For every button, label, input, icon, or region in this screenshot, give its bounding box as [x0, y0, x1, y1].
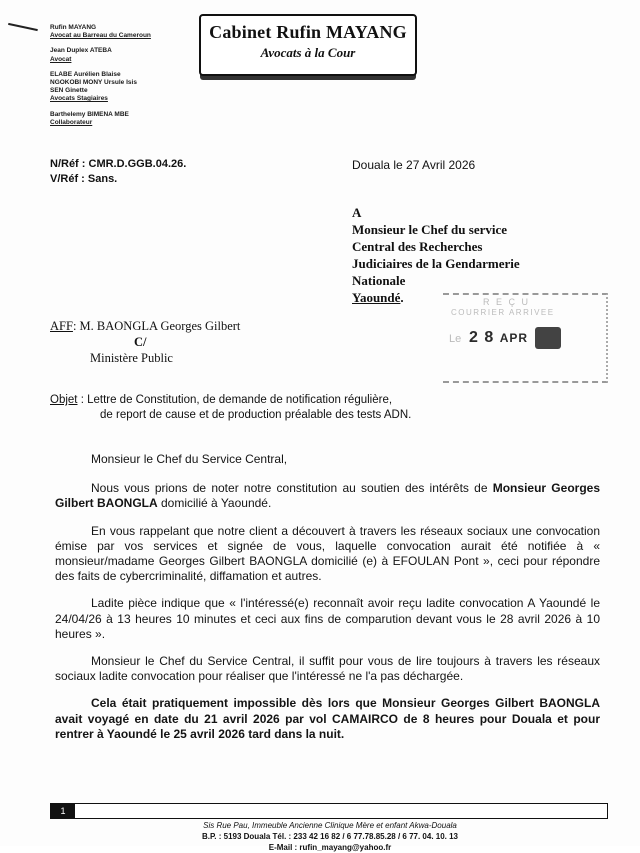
- staff-name: ELABE Aurélien Blaise: [50, 70, 121, 78]
- subject-text1: : Lettre de Constitution, de demande de notification régulière,: [77, 394, 393, 406]
- firm-subtitle: Avocats à la Cour: [260, 45, 356, 60]
- affaire-block: [50, 318, 240, 366]
- staff-entry-3: [50, 71, 210, 104]
- received-stamp: [443, 293, 608, 383]
- stamp-top-text: R E Ç U: [483, 297, 531, 307]
- staff-title: Collaborateur: [50, 118, 93, 126]
- p1-client-name: Monsieur Georges Gilbert BAONGLA: [55, 481, 600, 511]
- staff-title: Avocat au Barreau du Cameroun: [50, 32, 151, 40]
- subject-block: [50, 393, 590, 423]
- your-reference: V/Réf : Sans.: [50, 173, 118, 185]
- stamp-line2: COURRIER ARRIVEE: [451, 308, 555, 317]
- stamp-day: 2 8: [469, 329, 495, 346]
- recipient-line: Nationale: [352, 273, 406, 288]
- subject-line2: de report de cause et de production préalable des tests ADN.: [100, 409, 412, 421]
- recipient-line: Judiciaires de la Gendarmerie: [352, 256, 520, 271]
- firm-name: Cabinet Rufin MAYANG: [209, 22, 407, 42]
- staff-list: [50, 24, 210, 134]
- references: [50, 157, 186, 187]
- letter-body: [55, 452, 600, 754]
- staff-entry-4: [50, 111, 210, 127]
- staff-title: Avocat: [50, 55, 72, 63]
- footer-bar: [50, 803, 608, 819]
- staff-name: SEN Ginette: [50, 87, 88, 95]
- paragraph-2: En vous rappelant que notre client a découvert à travers les réseaux sociaux une convocation émise par vos services et signée de vous, laquelle convocation aurait été notifiée à « monsieur/madame Georges Gilbert BAONGLA domicilié (e) à EFOULAN Pont », ceci pour répondre des faits de cybercriminalité, diffamation et autres.: [55, 523, 600, 584]
- pen-mark: [8, 23, 38, 31]
- stamp-month: APR: [499, 331, 529, 345]
- footer: [150, 820, 510, 853]
- affaire-party1: : M. BAONGLA Georges Gilbert: [72, 319, 241, 333]
- affaire-label: AFF: [50, 319, 73, 333]
- subject-line1: [50, 393, 590, 408]
- footer-contact: B.P. : 5193 Douala Tél. : 233 42 16 82 / 6 77.78.85.28 / 6 77. 04. 10. 13: [201, 832, 459, 841]
- staff-name: NGOKOBI MONY Ursule Isis: [50, 79, 137, 87]
- staff-entry-2: [50, 47, 210, 63]
- our-reference: N/Réf : CMR.D.GGB.04.26.: [50, 158, 187, 170]
- place-date: Douala le 27 Avril 2026: [352, 158, 476, 172]
- staff-title: Avocats Stagiaires: [50, 95, 108, 103]
- recipient-line: Monsieur le Chef du service: [352, 222, 508, 237]
- staff-name: Barthelemy BIMENA MBE: [50, 110, 129, 118]
- recipient-city: Yaoundé: [352, 290, 401, 305]
- stamp-prefix: Le: [449, 333, 462, 345]
- footer-email: E-Mail : rufin_mayang@yahoo.fr: [268, 843, 392, 852]
- recipient-block: [352, 204, 520, 306]
- recipient-prefix: A: [352, 205, 362, 220]
- paragraph-3: Ladite pièce indique que « l'intéressé(e) reconnaît avoir reçu ladite convocation A Yaoundé le 24/04/26 à 13 heures 10 minutes et ceci aux fins de comparution devant vous le 28 avril 2026 à 10 heures ».: [55, 596, 600, 641]
- letterhead-box: [199, 14, 417, 76]
- staff-name: Rufin MAYANG: [50, 24, 97, 31]
- stamp-date: [469, 329, 528, 347]
- p1-text: Nous vous prions de noter notre constitution au soutien des intérêts de: [91, 481, 493, 496]
- paragraph-1: [55, 481, 600, 511]
- recipient-city-suffix: .: [400, 290, 404, 305]
- paragraph-4: Monsieur le Chef du Service Central, il suffit pour vous de lire toujours à travers les réseaux sociaux ladite convocation pour réaliser que l'intéressé ne l'a pas déchargée.: [55, 654, 600, 684]
- page-number: 1: [51, 804, 75, 818]
- recipient-line: Central des Recherches: [352, 239, 483, 254]
- footer-address: Sis Rue Pau, Immeuble Ancienne Clinique Mère et enfant Akwa-Douala: [203, 821, 457, 830]
- staff-entry-1: [50, 24, 210, 40]
- affaire-line: [50, 318, 240, 334]
- subject-label: Objet: [50, 394, 78, 406]
- p1-text-end: domicilié à Yaoundé.: [157, 496, 272, 511]
- affaire-versus: C/: [134, 335, 147, 349]
- affaire-party2: Ministère Public: [90, 351, 173, 365]
- paragraph-5: [55, 696, 600, 742]
- stamp-ink-blot: [535, 327, 561, 349]
- p5-text: Cela était pratiquement impossible dès lors que Monsieur Georges Gilbert BAONGLA avait voyagé en date du 21 avril 2026 par vol CAMAIRCO de 8 heures pour Douala et pour rentrer à Yaoundé le 25 avril 2026 tard dans la nuit.: [55, 696, 600, 741]
- staff-name: Jean Duplex ATEBA: [50, 47, 112, 55]
- salutation: Monsieur le Chef du Service Central,: [91, 452, 288, 466]
